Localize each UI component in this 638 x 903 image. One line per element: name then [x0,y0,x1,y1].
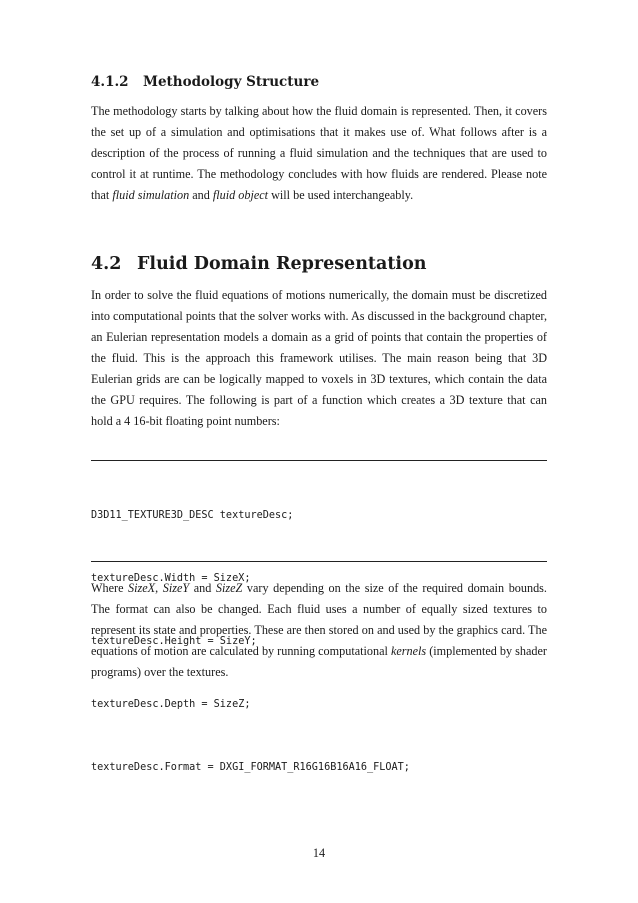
section-heading [91,253,426,275]
page-number: 14 [312,846,326,860]
p3-text-c: and [189,581,216,595]
p3-var-sizez: SizeZ [215,581,243,595]
p1-text-c: will be used interchangeably. [268,188,414,202]
p3-text-d: vary depending on the size of the required domain bounds. The format can also be changed. Each fluid uses a number of equally sized textures to represent its state and properties. These are then stored on and used by the graphics card. The equations of motion are calculated by running computational [91,581,547,658]
code-top-rule [91,460,547,461]
p3-var-sizex: SizeX [128,581,156,595]
code-line: textureDesc.Width = SizeX; [91,573,251,584]
p1-emphasis-2: fluid object [212,188,269,202]
subsection-number: 4.1.2 [91,74,129,90]
domain-paragraph: In order to solve the fluid equations of motions numerically, the domain must be discretized into computational points that the solver works with. As discussed in the background chapter, an Eulerian representation models a domain as a grid of points that contain the properties of the fluid. This is the approach this framework utilises. The main reason being that 3D Eulerian grids are can be logically mapped to voxels in 3D textures, which contain the data the GPU requires. The following is part of a function which creates a 3D texture that can hold a 4 16-bit floating point numbers: [91,288,547,428]
code-bottom-rule [91,561,547,562]
code-line: D3D11_TEXTURE3D_DESC textureDesc; [91,510,294,521]
p1-emphasis-1: fluid simulation [112,188,190,202]
section-title: Fluid Domain Representation [137,254,427,274]
subsection-title: Methodology Structure [143,74,320,90]
p3-text-b: , [155,581,163,595]
code-line: textureDesc.Height = SizeY; [91,636,257,647]
p3-text-a: Where [91,581,129,595]
p1-text-a: The methodology starts by talking about how the fluid domain is represented. Then, it covers the set up of a simulation and optimisations that it makes use of. What follows after is a description of the process of running a fluid simulation and the techniques that are used to control it at runtime. The methodology concludes with how fluids are rendered. Please note that [91,104,547,202]
size-paragraph [91,578,547,683]
p1-text-b: and [189,188,213,202]
methodology-paragraph [91,101,547,206]
code-line: textureDesc.Depth = SizeZ; [91,699,251,710]
subsection-heading [91,73,319,91]
p3-emphasis-kernels: kernels [390,644,427,658]
p3-var-sizey: SizeY [162,581,190,595]
p3-text-e: (implemented by shader programs) over the textures. [91,644,547,679]
code-line: textureDesc.Format = DXGI_FORMAT_R16G16B16A16_FLOAT; [91,762,410,773]
section-number: 4.2 [91,254,122,274]
